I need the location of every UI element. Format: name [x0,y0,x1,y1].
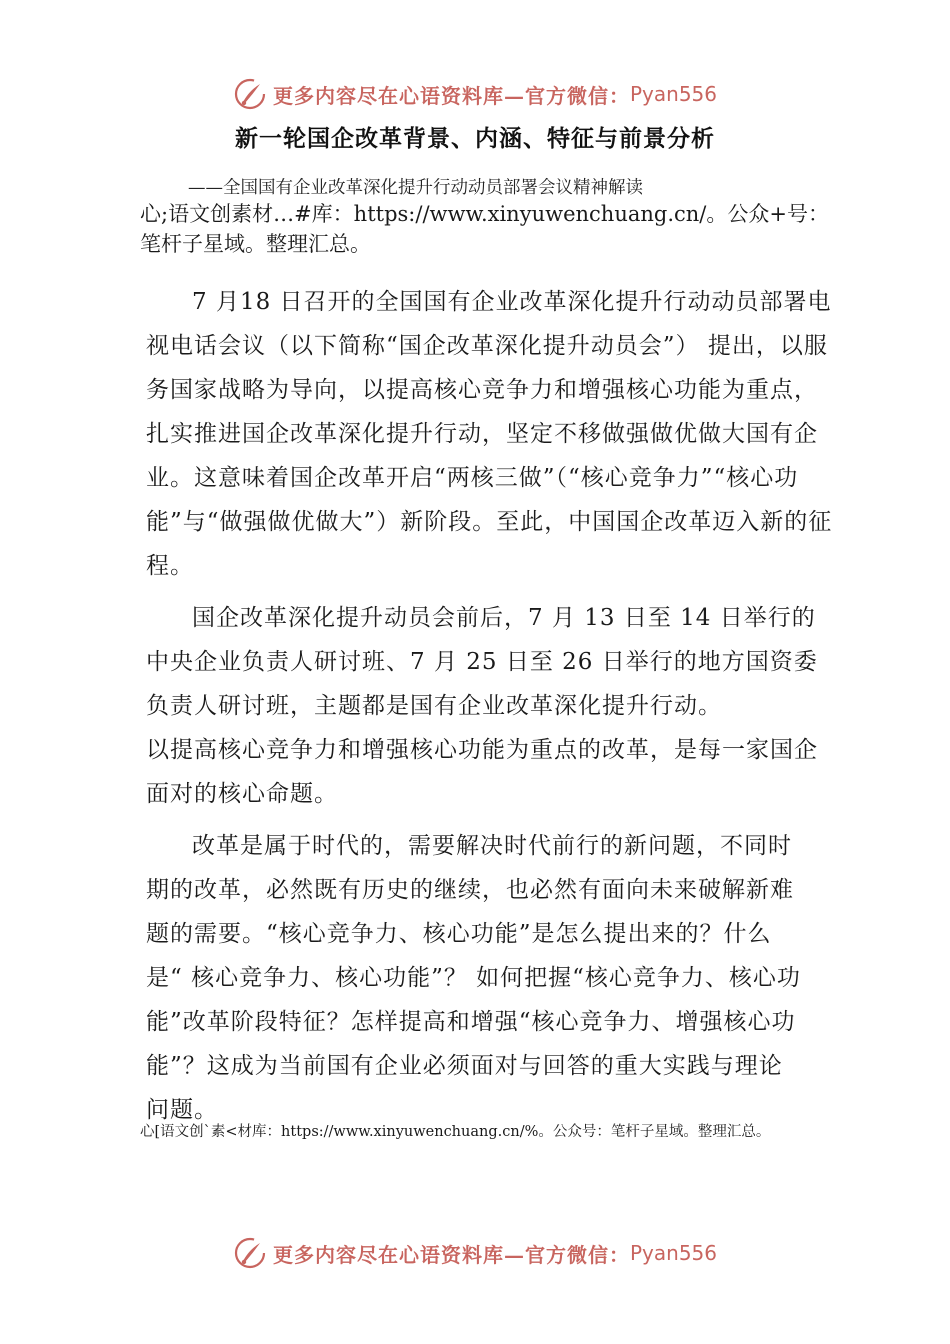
banner-text: 更多内容尽在心语资料库—官方微信： [272,1242,630,1267]
header-banner [0,72,950,116]
banner-wechat-id: Pyan556 [629,1241,717,1265]
banner-wechat-id: Pyan556 [629,82,717,106]
body-paragraph: 以提高核心竞争力和增强核心功能为重点的改革，是每一家国企面对的核心命题。 [146,737,818,807]
document-title: 新一轮国企改革背景、内涵、特征与前景分析 [235,125,715,152]
brush-logo-icon [233,77,267,111]
source-watermark-top: 心;语文创素材…#库：https://www.xinyuwenchuang.cn/。公众+号：笔杆子星域。整理汇总。 [140,202,829,256]
body-paragraph: 国企改革深化提升动员会前后，7 月 13 日至 14 日举行的中央企业负责人研讨班、7 月 25 日至 26 日举行的地方国资委负责人研讨班，主题都是国有企业改革深化提升行动。 [146,605,818,719]
brush-logo-icon [233,1236,267,1270]
banner-text: 更多内容尽在心语资料库—官方微信： [272,83,630,108]
body-paragraph: 改革是属于时代的，需要解决时代前行的新问题，不同时期的改革，必然既有历史的继续，也必然有面向未来破解新难题的需要。“核心竞争力、核心功能”是怎么提出来的？什么是“ 核心竞争力、核心功能”？ 如何把握“核心竞争力、核心功能”改革阶段特征？怎样提高和增强“核心竞争力、增强核心功能”？这成为当前国有企业必须面对与回答的重大实践与理论问题。 [146,833,801,1123]
document-subtitle: ——全国国有企业改革深化提升行动动员部署会议精神解读 [188,178,643,198]
body-paragraph: 7 月18 日召开的全国国有企业改革深化提升行动动员部署电视电话会议（以下简称“国企改革深化提升动员会”） 提出，以服务国家战略为导向，以提高核心竞争力和增强核心功能为重点，扎实推进国企改革深化提升行动，坚定不移做强做优做大国有企业。这意味着国企改革开启“两核三做”（“核心竞争力”“核心功能”与“做强做优做大”）新阶段。至此，中国国企改革迈入新的征程。 [146,289,833,579]
source-watermark-bottom: 心[语文创`素<材库：https://www.xinyuwenchuang.cn/%。公众号：笔杆子星域。整理汇总。 [140,1124,771,1140]
footer-banner [0,1231,950,1275]
document-body [146,280,836,1140]
